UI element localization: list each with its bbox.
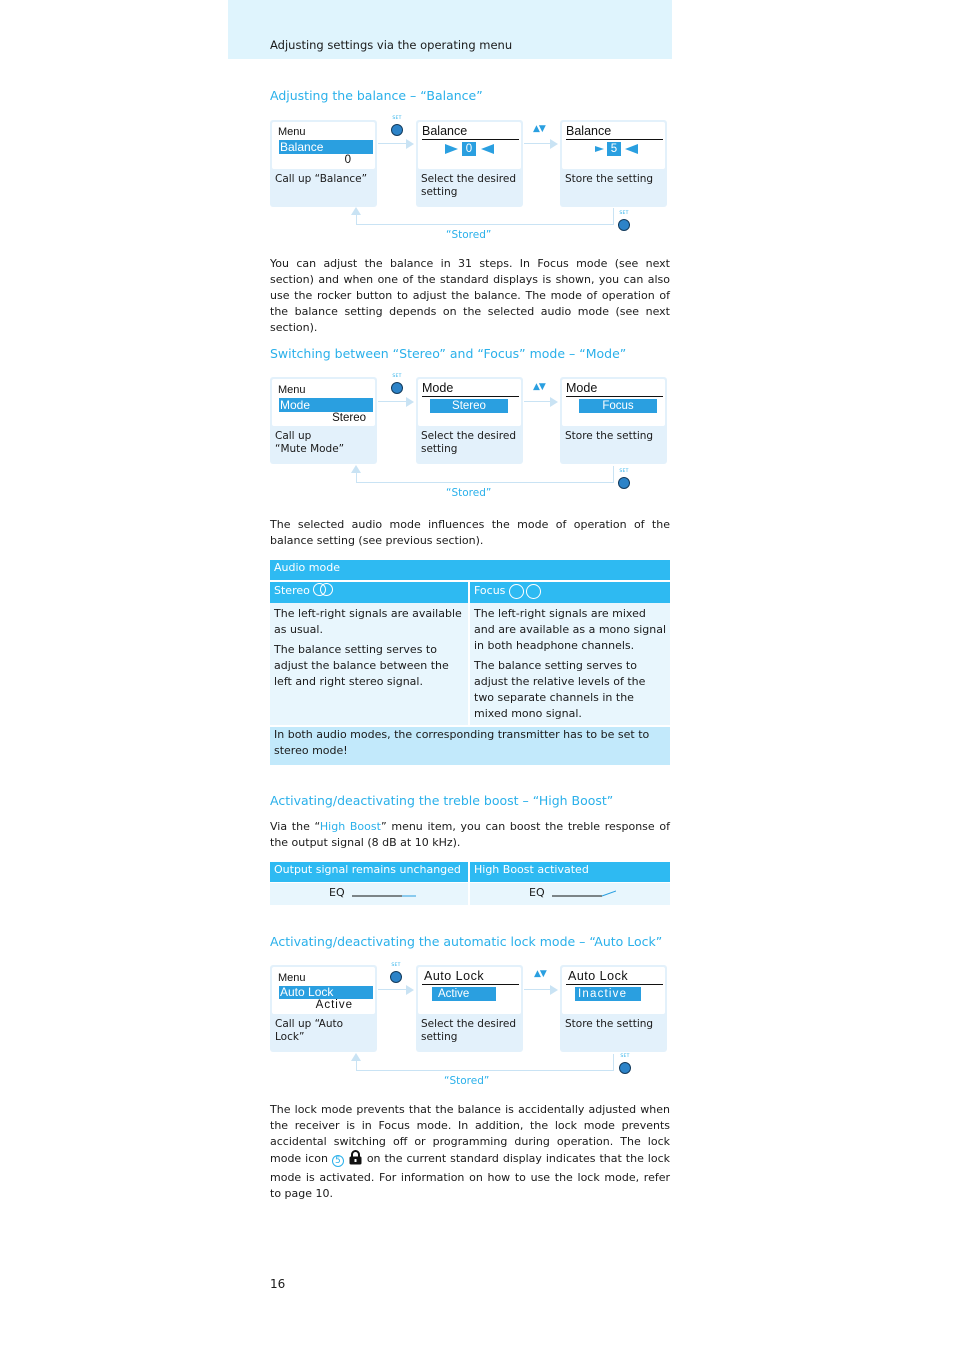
- auto-lock-step2-display: [418, 967, 521, 1014]
- focus-separate-circles-icon: [509, 584, 541, 603]
- display-value-box: Active: [432, 987, 496, 1001]
- balance-step2-caption: Select the desired setting: [421, 173, 517, 198]
- display-selected-item: Mode: [279, 398, 373, 412]
- mode-step2-caption: Select the desired setting: [421, 430, 517, 455]
- para-text: ” menu item, you can boost the treble response of the output signal (8 dB at 10 kHz).: [270, 820, 670, 849]
- mode-step1-display: [272, 379, 375, 426]
- loop-line: [356, 224, 614, 225]
- left-triangle-icon: [481, 144, 494, 154]
- auto-lock-step2-caption: Select the desired setting: [421, 1018, 517, 1043]
- display-value: Stereo: [332, 412, 366, 424]
- para-text: on the current standard display indicates that the lock mode is activated. For information on how to use the lock mode, refer to page 10.: [270, 1152, 670, 1200]
- display-value-box: Focus: [579, 399, 657, 413]
- focus-desc-p2: The balance setting serves to adjust the relative levels of the two separate channels in the mixed mono signal.: [474, 659, 646, 720]
- display-title: Mode: [422, 381, 454, 395]
- auto-lock-step1-caption: Call up “Auto Lock”: [275, 1018, 344, 1043]
- balance-step1-caption: Call up “Balance”: [275, 173, 368, 185]
- eq-boost-cell: [470, 883, 670, 905]
- stored-label: “Stored”: [444, 1075, 490, 1087]
- balance-step1-panel: [270, 120, 377, 207]
- right-triangle-icon: [595, 146, 604, 152]
- high-boost-menu-term: High Boost: [319, 820, 381, 833]
- caption-line: “Mute Mode”: [275, 443, 345, 455]
- loop-line: [613, 208, 614, 225]
- loop-line: [356, 472, 357, 483]
- auto-lock-step3-caption: Store the setting: [565, 1018, 654, 1030]
- display-title: Auto Lock: [424, 969, 485, 983]
- display-menu-label: Menu: [278, 384, 306, 396]
- flow-arrow-icon: [378, 139, 414, 149]
- display-title: Mode: [566, 381, 598, 395]
- rocker-up-down-icon: ▲▼: [534, 969, 546, 979]
- stereo-column-header: [270, 582, 468, 603]
- display-value: 0: [344, 154, 351, 166]
- focus-desc-p1: The left-right signals are mixed and are available as a mono signal in both headphone channels.: [474, 607, 667, 652]
- focus-header-label: Focus: [474, 584, 506, 597]
- page-number: 16: [270, 1277, 286, 1291]
- set-button-icon: SET: [617, 469, 631, 491]
- loop-line: [356, 1070, 614, 1071]
- stored-label: “Stored”: [446, 229, 492, 241]
- mode-step1-panel: [270, 377, 377, 464]
- mode-step2-display: [418, 379, 521, 426]
- display-value-box: 0: [462, 142, 476, 156]
- mode-step1-caption: [275, 430, 375, 456]
- eq-label: EQ: [529, 886, 545, 899]
- balance-step1-display: [272, 122, 375, 169]
- display-title: Auto Lock: [568, 969, 629, 983]
- flow-arrow-icon: [524, 139, 558, 149]
- balance-paragraph: You can adjust the balance in 31 steps. In Focus mode (see next section) and when one of the standard displays is shown, you can also use the rocker button to adjust the balance. The mode of operation of the balance setting depends on the selected audio mode (see next section).: [270, 257, 670, 334]
- loop-line: [613, 466, 614, 483]
- display-menu-label: Menu: [278, 126, 306, 138]
- display-value: Active: [315, 999, 353, 1011]
- loop-line: [356, 214, 357, 225]
- auto-lock-step1-panel: [270, 965, 377, 1052]
- audio-mode-table-title: Audio mode: [270, 560, 670, 580]
- auto-lock-step3-display: [562, 967, 665, 1014]
- set-button-icon: SET: [389, 963, 403, 985]
- eq-unchanged-cell: [270, 883, 468, 905]
- display-value-box: Stereo: [430, 399, 508, 413]
- flow-arrow-icon: [378, 397, 414, 407]
- boosted-eq-curve-icon: [552, 887, 616, 903]
- mode-heading: Switching between “Stereo” and “Focus” mode – “Mode”: [270, 346, 627, 361]
- display-rule: [566, 139, 663, 140]
- focus-column-header: [470, 582, 670, 603]
- balance-step2-panel: [416, 120, 523, 207]
- balance-heading: Adjusting the balance – “Balance”: [270, 88, 483, 103]
- auto-lock-heading: Activating/deactivating the automatic lock mode – “Auto Lock”: [270, 934, 663, 949]
- caption-line: Call up: [275, 430, 312, 442]
- auto-lock-paragraph: [270, 1102, 670, 1202]
- loop-line: [613, 1054, 614, 1071]
- focus-description-cell: [470, 603, 670, 725]
- right-triangle-icon: [445, 144, 458, 154]
- flow-arrow-icon: [378, 985, 414, 995]
- eq-boost-header: High Boost activated: [470, 862, 670, 882]
- loop-arrow-up-icon: [351, 465, 361, 473]
- display-rule: [422, 984, 519, 985]
- balance-step3-panel: [560, 120, 667, 207]
- running-header: Adjusting settings via the operating menu: [270, 38, 513, 52]
- flow-arrow-icon: [524, 397, 558, 407]
- auto-lock-step2-panel: [416, 965, 523, 1052]
- para-text: Via the “: [270, 820, 320, 833]
- loop-arrow-up-icon: [351, 1053, 361, 1061]
- loop-line: [356, 482, 614, 483]
- display-rule: [566, 396, 663, 397]
- display-selected-item: Balance: [279, 140, 373, 154]
- balance-step3-caption: Store the setting: [565, 173, 654, 185]
- mode-step3-panel: [560, 377, 667, 464]
- set-button-icon: SET: [618, 1054, 632, 1076]
- left-triangle-icon: [625, 144, 638, 154]
- loop-arrow-up-icon: [351, 207, 361, 215]
- stereo-desc-p2: The balance setting serves to adjust the balance between the left and right stereo signal.: [274, 643, 449, 688]
- icon-number: 5: [335, 1156, 341, 1166]
- set-button-icon: SET: [390, 374, 404, 396]
- stereo-description-cell: [270, 603, 468, 725]
- eq-label: EQ: [329, 886, 345, 899]
- display-title: Balance: [566, 124, 612, 138]
- rocker-up-down-icon: ▲▼: [533, 382, 545, 392]
- para-text: The lock mode prevents that the balance is accidentally adjusted when the receiver is in Focus mode. In addition, the lock mode prevents accidental switching off or programming during operation. The lock mode icon: [270, 1103, 670, 1165]
- display-value-box: 5: [607, 142, 621, 156]
- mode-paragraph: The selected audio mode influences the mode of operation of the balance setting (see previous section).: [270, 518, 670, 547]
- loop-line: [356, 1060, 357, 1071]
- display-menu-label: Menu: [278, 972, 306, 984]
- rocker-up-down-icon: ▲▼: [533, 124, 545, 134]
- stereo-overlap-circles-icon: [313, 583, 337, 597]
- eq-unchanged-header: Output signal remains unchanged: [270, 862, 468, 882]
- auto-lock-step1-display: [272, 967, 375, 1014]
- auto-lock-step3-panel: [560, 965, 667, 1052]
- display-value-box: Inactive: [575, 987, 641, 1001]
- balance-step3-display: [562, 122, 665, 169]
- audio-mode-note: In both audio modes, the corresponding transmitter has to be set to stereo mode!: [270, 727, 670, 765]
- display-selected-item: Auto Lock: [279, 986, 373, 999]
- mode-step2-panel: [416, 377, 523, 464]
- stereo-header-label: Stereo: [274, 584, 310, 597]
- padlock-icon: [348, 1150, 363, 1170]
- display-title: Balance: [422, 124, 468, 138]
- mode-step3-display: [562, 379, 665, 426]
- display-rule: [422, 139, 519, 140]
- stereo-desc-p1: The left-right signals are available as usual.: [274, 607, 462, 636]
- display-rule: [422, 396, 519, 397]
- stored-label: “Stored”: [446, 487, 492, 499]
- mode-step3-caption: Store the setting: [565, 430, 654, 442]
- flat-eq-curve-icon: [352, 887, 416, 903]
- high-boost-heading: Activating/deactivating the treble boost – “High Boost”: [270, 793, 614, 808]
- display-rule: [566, 984, 663, 985]
- set-button-icon: SET: [390, 116, 404, 138]
- set-button-icon: SET: [617, 211, 631, 233]
- flow-arrow-icon: [524, 985, 558, 995]
- balance-step2-display: [418, 122, 521, 169]
- numbered-circle-icon: [332, 1155, 344, 1167]
- high-boost-paragraph: [270, 819, 670, 851]
